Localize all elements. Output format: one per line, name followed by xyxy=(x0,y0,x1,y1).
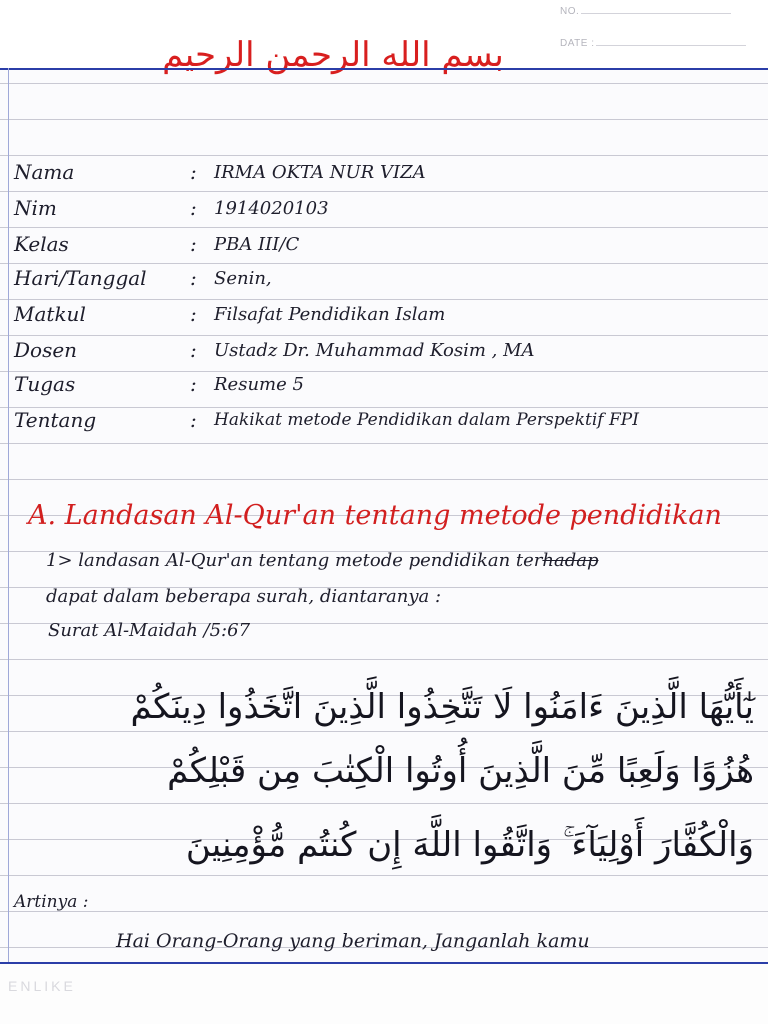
info-row-nama xyxy=(14,160,764,190)
info-row-tentang xyxy=(14,408,764,438)
info-row-hari-tanggal xyxy=(14,266,764,296)
date-field xyxy=(560,38,746,49)
info-label: Nama xyxy=(14,160,75,184)
page-header-strip xyxy=(0,0,768,75)
info-value: Senin, xyxy=(214,268,272,289)
no-label: NO. xyxy=(560,6,580,17)
page-footer-strip xyxy=(0,964,768,1024)
basmala-heading: بسم الله الرحمن الرحيم xyxy=(162,35,504,75)
info-colon: : xyxy=(190,160,197,184)
info-row-dosen xyxy=(14,338,764,368)
left-margin-line xyxy=(8,68,9,962)
info-colon: : xyxy=(190,338,197,362)
section-heading: A. Landasan Al-Qur'an tentang metode pendidikan xyxy=(28,500,722,531)
info-row-kelas xyxy=(14,232,764,262)
info-colon: : xyxy=(190,196,197,220)
info-label: Tugas xyxy=(14,372,76,396)
info-value: PBA III/C xyxy=(214,234,300,255)
arabic-verse-line-1: يٰٓأَيُّهَا الَّذِينَ ءَامَنُوا لَا تَتَّخِذُوا الَّذِينَ اتَّخَذُوا دِينَكُمْ xyxy=(130,687,754,727)
no-line xyxy=(581,13,731,14)
info-value: Ustadz Dr. Muhammad Kosim , MA xyxy=(214,340,535,361)
info-label: Hari/Tanggal xyxy=(14,266,147,290)
no-field xyxy=(560,6,731,17)
arabic-verse-line-3: وَالْكُفَّارَ أَوْلِيَآءَ ۚ وَاتَّقُوا اللَّهَ إِن كُنتُم مُّؤْمِنِينَ xyxy=(185,825,754,865)
body-line-2: dapat dalam beberapa surah, diantaranya : xyxy=(46,586,442,607)
body-line-1-text: 1> landasan Al-Qur'an tentang metode pendidikan ter xyxy=(46,550,543,571)
info-value: IRMA OKTA NUR VIZA xyxy=(214,162,426,183)
date-label: DATE : xyxy=(560,38,595,49)
info-label: Nim xyxy=(14,196,57,220)
info-value: Hakikat metode Pendidikan dalam Perspektif FPI xyxy=(214,410,639,430)
info-colon: : xyxy=(190,232,197,256)
info-value: 1914020103 xyxy=(214,198,329,219)
notebook-brand-logo: ENLIKE xyxy=(8,978,76,994)
struck-word: hadap xyxy=(542,550,599,571)
info-value: Resume 5 xyxy=(214,374,304,395)
body-line-1 xyxy=(46,550,599,571)
info-colon: : xyxy=(190,302,197,326)
info-colon: : xyxy=(190,266,197,290)
info-colon: : xyxy=(190,408,197,432)
info-colon: : xyxy=(190,372,197,396)
translation-label: Artinya : xyxy=(14,892,89,912)
date-line xyxy=(596,45,746,46)
info-label: Matkul xyxy=(14,302,86,326)
surah-reference: Surat Al-Maidah /5:67 xyxy=(48,620,251,641)
info-label: Dosen xyxy=(14,338,78,362)
translation-text: Hai Orang-Orang yang beriman, Janganlah kamu xyxy=(116,930,590,952)
arabic-verse-line-2: هُزُوًا وَلَعِبًا مِّنَ الَّذِينَ أُوتُوا الْكِتٰبَ مِن قَبْلِكُمْ xyxy=(167,751,754,791)
info-label: Tentang xyxy=(14,408,97,432)
info-value: Filsafat Pendidikan Islam xyxy=(214,304,446,325)
info-row-tugas xyxy=(14,372,764,402)
top-margin-line xyxy=(0,68,768,70)
info-row-nim xyxy=(14,196,764,226)
info-row-matkul xyxy=(14,302,764,332)
info-label: Kelas xyxy=(14,232,69,256)
